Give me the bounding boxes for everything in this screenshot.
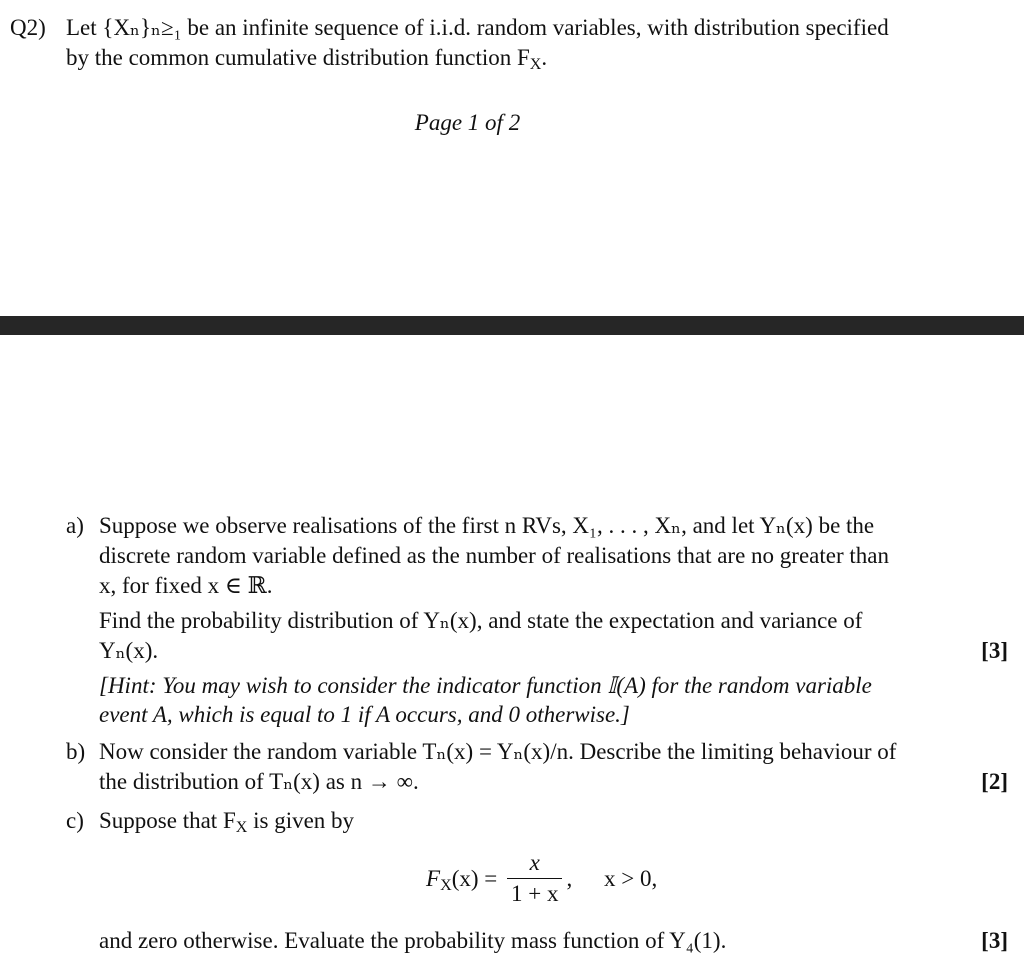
part-a-label: a) [66,513,84,538]
part-a-hint-line-1: [Hint: You may wish to consider the indicator function 𝕀(A) for the random variable [99,673,872,698]
part-a-line-2: discrete random variable defined as the number of realisations that are no greater than [99,543,889,568]
part-c-line1-text: Suppose that F [99,808,236,833]
intro-line2-sub: X [529,56,542,74]
part-c-label: c) [66,808,84,833]
part-a-line-3: x, for fixed x ∈ ℝ. [99,573,273,598]
page-indicator: Page 1 of 2 [414,110,521,135]
part-a-line-4: Find the probability distribution of Yₙ(x), and state the expectation and variance of [99,608,863,633]
intro-line2-end: . [541,45,548,70]
part-b-line-2: the distribution of Tₙ(x) as n → ∞. [99,769,419,794]
cdf-formula: $F_X(x)$ = $\frac{x}{1 + x}$ , x > 0, [426,848,657,909]
formula-lhs: F [426,865,441,891]
part-c-line1-end: is given by [247,808,355,833]
part-a-marks: [3] [981,638,1008,663]
part-b-marks: [2] [981,769,1008,794]
part-c-line1-sub: X [235,819,248,837]
formula-denominator: 1 + x [507,878,562,909]
question-intro-line-2 [66,43,547,73]
question-intro-line-1: Let {Xₙ}ₙ≥₁ be an infinite sequence of i.i.d. random variables, with distribution specified [66,15,889,40]
part-a-line-5: Yₙ(x). [99,638,159,663]
part-c-closing: and zero otherwise. Evaluate the probability mass function of Y₄(1). [99,928,727,953]
part-b-label: b) [66,739,86,764]
intro-line2-text: by the common cumulative distribution function F [66,45,530,70]
part-a-hint-line-2: event A, which is equal to 1 if A occurs, and 0 otherwise.] [99,702,630,727]
formula-numerator: x [529,850,540,875]
formula-comma: , [566,865,573,891]
formula-condition: x > 0, [603,865,658,891]
formula-fraction [507,848,562,909]
part-c-line-1 [99,806,1008,836]
formula-lhs-arg: (x) = [451,865,498,891]
part-a-line-1: Suppose we observe realisations of the first n RVs, X₁, . . . , Xₙ, and let Yₙ(x) be the [99,513,875,538]
page-divider [0,316,1024,335]
part-b-line-1: Now consider the random variable Tₙ(x) = Yₙ(x)/n. Describe the limiting behaviour of [99,739,897,764]
part-c-marks: [3] [981,928,1008,953]
question-number: Q2) [10,15,46,40]
